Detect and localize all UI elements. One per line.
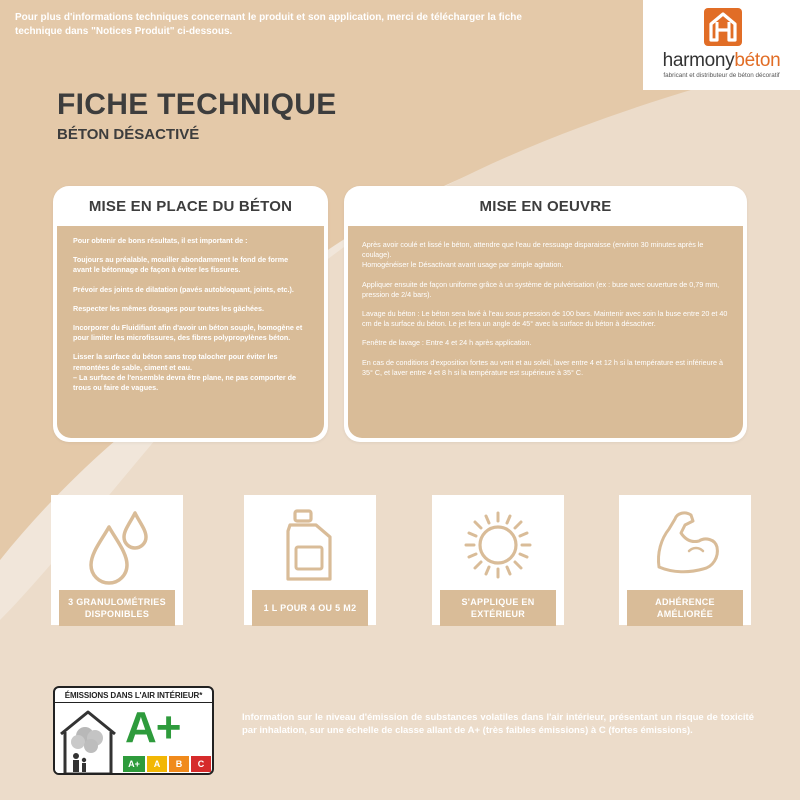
feature-label: 3 GRANULOMÉTRIES DISPONIBLES [59, 590, 175, 626]
feature-consumption [244, 495, 376, 625]
emissions-rating: A+ [125, 703, 181, 752]
emissions-note: Information sur le niveau d'émission de substances volatiles dans l'air intérieur, présentant un risque de toxicité par inhalation, sur une échelle de classe allant de A+ (très faibles émissions) à C (fortes émissions). [242, 712, 754, 736]
page-subtitle: BÉTON DÉSACTIVÉ [57, 126, 200, 143]
page-title: FICHE TECHNIQUE [57, 88, 337, 121]
grade-a: A [147, 756, 167, 772]
card-paragraph: Appliquer ensuite de façon uniforme grâce à un système de pulvérisation (ex : buse avec ouverture de 0,79 mm, pression de 2/4 bars). [362, 279, 720, 299]
brand-logo[interactable] [643, 0, 800, 90]
card-mise-en-oeuvre [344, 186, 747, 442]
feature-label: S'APPLIQUE EN EXTÉRIEUR [440, 590, 556, 626]
card-paragraph: En cas de conditions d'exposition fortes au vent et au soleil, laver entre 4 et 12 h si la température est inférieure à 35° C, et laver entre 4 et 8 h si la température est supérieure à 35° C. [362, 357, 723, 377]
info-note: Pour plus d'informations techniques concernant le produit et son application, merci de télécharger la fiche technique dans "Notices Produit" ci-dessous. [15, 12, 522, 37]
feature-granulometries [51, 495, 183, 625]
sun-icon [432, 495, 564, 595]
card-paragraph: Fenêtre de lavage : Entre 4 et 24 h après application. [362, 338, 532, 348]
brand-tagline: fabricant et distributeur de béton décoratif [663, 72, 780, 79]
card-heading: MISE EN PLACE DU BÉTON [88, 198, 293, 215]
drops-icon [51, 495, 183, 595]
card-paragraph: Lisser la surface du béton sans trop talocher pour éviter les remontées de sable, ciment et eau. – La surface de l'ensemble devra être plane, ne pas comporter de trous ou faire de vagues. [73, 352, 297, 393]
card-paragraph: Toujours au préalable, mouiller abondamment le fond de forme avant le bétonnage de façon à éviter les fissures. [73, 255, 289, 275]
grade-b: B [169, 756, 189, 772]
flexed-arm-icon [619, 495, 751, 595]
card-paragraph: Pour obtenir de bons résultats, il est important de : [73, 236, 248, 245]
emissions-label [53, 686, 214, 775]
card-paragraph: Prévoir des joints de dilatation (pavés autobloquant, joints, etc.). [73, 284, 294, 294]
card-heading: MISE EN OEUVRE [479, 198, 612, 215]
card-paragraph: Après avoir coulé et lissé le béton, attendre que l'eau de ressuage disparaisse (environ 30 minutes après le coulage). Homogénéiser le Désactivant avant usage par simple agitation. [362, 240, 704, 270]
feature-exterieur [432, 495, 564, 625]
grade-a-plus: A+ [123, 756, 145, 772]
card-body [57, 226, 324, 438]
grade-c: C [191, 756, 211, 772]
card-mise-en-place [53, 186, 328, 442]
card-body [348, 226, 743, 438]
brand-name-part1: harmony [662, 50, 735, 71]
card-paragraph: Lavage du béton : Le béton sera lavé à l'eau sous pression de 100 bars. Maintenir avec soin la buse entre 20 et 40 cm de la surface du béton. Le jet fera un angle de 45° avec la surface du béton à désactiver. [362, 309, 728, 329]
card-paragraph: Respecter les mêmes dosages pour toutes les gâchées. [73, 303, 264, 313]
house-family-icon [55, 704, 121, 775]
jerrycan-icon [244, 495, 376, 595]
feature-label: 1 L POUR 4 OU 5 M2 [252, 590, 368, 626]
feature-label: ADHÉRENCE AMÉLIORÉE [627, 590, 743, 626]
card-paragraph: Incorporer du Fluidifiant afin d'avoir un béton souple, homogène et pour limiter les microfissures, des fibres polypropylènes béton. [73, 323, 303, 343]
brand-name-part2: béton [734, 50, 781, 71]
emissions-heading: ÉMISSIONS DANS L'AIR INTÉRIEUR* [55, 688, 212, 703]
house-h-logo-icon [704, 8, 742, 46]
brand-name [643, 50, 800, 72]
feature-adherence [619, 495, 751, 625]
